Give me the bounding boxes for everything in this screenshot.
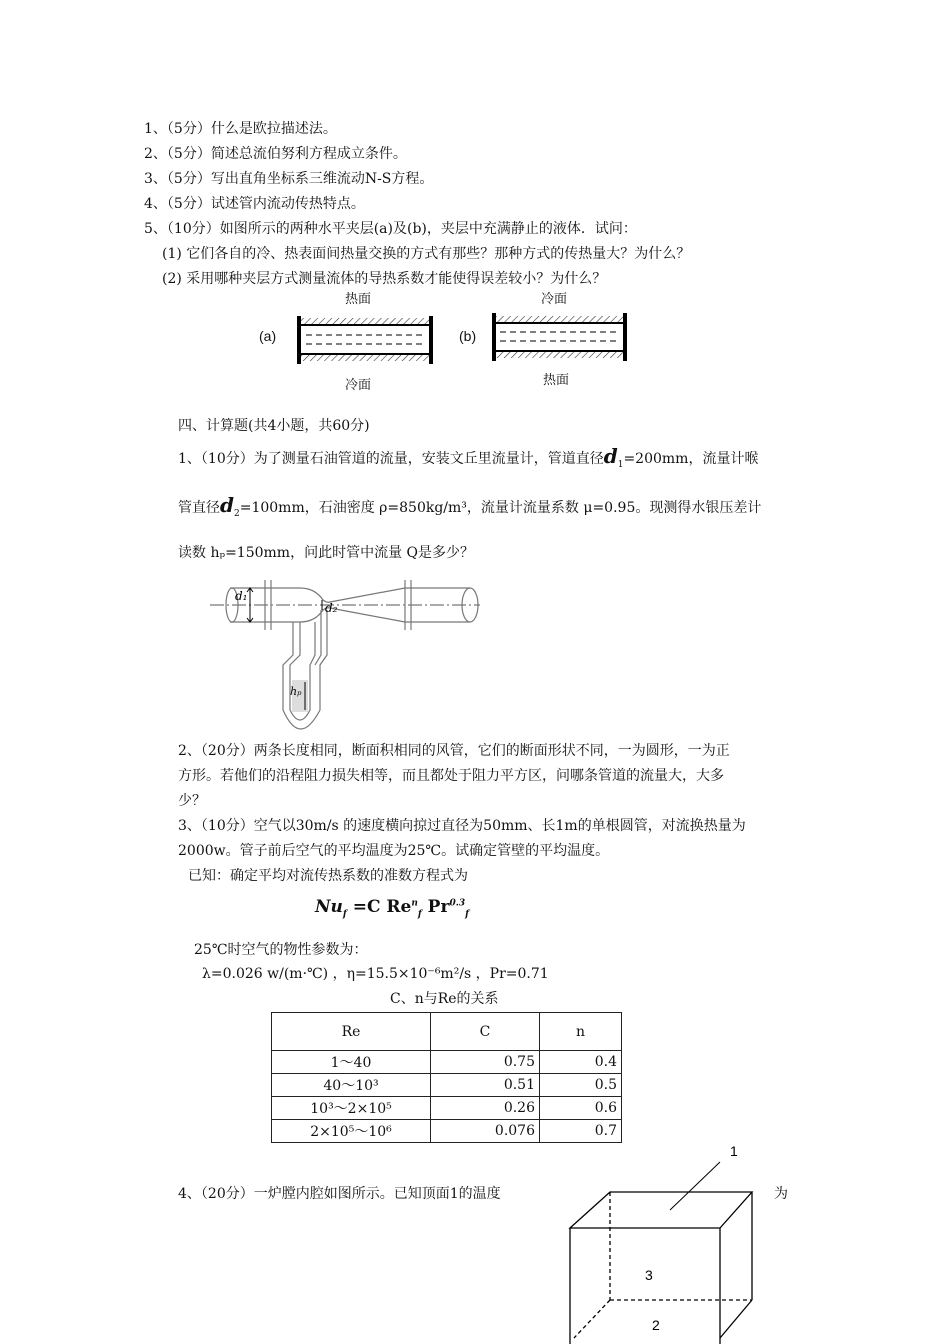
calc1-line1 bbox=[178, 444, 758, 470]
eq-pr-sub: f bbox=[465, 909, 469, 920]
header-n: n bbox=[540, 1013, 622, 1051]
calc1-line2 bbox=[178, 493, 761, 519]
box-label-3: 3 bbox=[645, 1267, 653, 1283]
cell-re: 40～10³ bbox=[272, 1074, 431, 1097]
cell-c: 0.51 bbox=[431, 1074, 540, 1097]
question-4: 4、（5分）试述管内流动传热特点。 bbox=[144, 196, 365, 212]
table-header-row bbox=[272, 1013, 622, 1051]
known-line: 已知：确定平均对流传热系数的准数方程式为 bbox=[188, 868, 468, 884]
d2-symbol: d bbox=[220, 493, 234, 517]
box-label-2: 2 bbox=[652, 1317, 660, 1333]
header-re: Re bbox=[272, 1013, 431, 1051]
d1-sub: 1 bbox=[617, 459, 624, 470]
sub-question-2: (2) 采用哪种夹层方式测量流体的导热系数才能使得误差较小？为什么？ bbox=[162, 271, 607, 287]
props-title: 25℃时空气的物性参数为： bbox=[194, 942, 368, 958]
venturi-figure bbox=[205, 570, 495, 735]
calc3-line2: 2000w。管子前后空气的平均温度为25℃。试确定管壁的平均温度。 bbox=[178, 843, 610, 859]
cell-c: 0.75 bbox=[431, 1051, 540, 1074]
table-row bbox=[272, 1051, 622, 1074]
label-a-top: 热面 bbox=[345, 291, 372, 306]
d1-symbol: d bbox=[603, 444, 618, 468]
calc4-tail: 为 bbox=[774, 1186, 788, 1202]
calc1-text-b: =200mm，流量计喉 bbox=[623, 451, 759, 467]
cell-n: 0.6 bbox=[540, 1097, 622, 1120]
calc2-line1: 2、（20分）两条长度相同，断面积相同的风管，它们的断面形状不同，一为圆形，一为正 bbox=[178, 743, 730, 759]
eq-re-sup: n bbox=[411, 898, 418, 909]
layer-a bbox=[297, 316, 433, 364]
furnace-box-figure bbox=[560, 1138, 760, 1344]
calc3-line1: 3、（10分）空气以30m/s 的速度横向掠过直径为50mm、长1m的单根圆管，对流换热量为 bbox=[178, 818, 746, 834]
re-table bbox=[271, 1012, 622, 1143]
cell-n: 0.5 bbox=[540, 1074, 622, 1097]
calc1-text-c: 管直径 bbox=[178, 500, 220, 516]
label-b: (b) bbox=[459, 328, 477, 344]
cell-re: 2×10⁵～10⁶ bbox=[272, 1120, 431, 1143]
eq-pr-sup: 0.3 bbox=[449, 898, 466, 909]
label-b-bottom: 热面 bbox=[543, 372, 570, 387]
label-a: (a) bbox=[259, 328, 277, 344]
cell-re: 1～40 bbox=[272, 1051, 431, 1074]
table-caption: C、n与Re的关系 bbox=[390, 991, 499, 1007]
question-5: 5、（10分）如图所示的两种水平夹层(a)及(b)，夹层中充满静止的液体．试问： bbox=[144, 221, 637, 237]
calc1-line3: 读数 hₚ=150mm，问此时管中流量 Q是多少？ bbox=[178, 545, 474, 561]
eq-pr: Pr bbox=[421, 897, 450, 917]
eq-nu-sub: f bbox=[342, 909, 347, 920]
eq-re: =C Re bbox=[352, 897, 412, 917]
question-3: 3、（5分）写出直角坐标系三维流动N-S方程。 bbox=[144, 171, 434, 187]
cell-n: 0.4 bbox=[540, 1051, 622, 1074]
calc1-text-a: 1、（10分）为了测量石油管道的流量，安装文丘里流量计，管道直径 bbox=[178, 451, 604, 467]
cell-n: 0.7 bbox=[540, 1120, 622, 1143]
cell-c: 0.26 bbox=[431, 1097, 540, 1120]
table-row bbox=[272, 1097, 622, 1120]
props-values: λ=0.026 w/(m·℃) ，η=15.5×10⁻⁶m²/s ，Pr=0.71 bbox=[202, 966, 549, 982]
venturi-hp: hₚ bbox=[290, 685, 302, 698]
header-c: C bbox=[431, 1013, 540, 1051]
table-row bbox=[272, 1074, 622, 1097]
section-title: 四、计算题(共4小题，共60分) bbox=[178, 418, 370, 434]
layers-drawing bbox=[290, 310, 635, 370]
calc1-text-d: =100mm，石油密度 ρ=850kg/m³，流量计流量系数 μ=0.95。现测得水银压差计 bbox=[239, 500, 762, 516]
venturi-d1: d₁ bbox=[235, 589, 248, 603]
box-label-1: 1 bbox=[730, 1143, 738, 1159]
question-1: 1、（5分）什么是欧拉描述法。 bbox=[144, 121, 337, 137]
venturi-d2: d₂ bbox=[325, 601, 338, 615]
label-a-bottom: 冷面 bbox=[345, 377, 372, 392]
cell-re: 10³～2×10⁵ bbox=[272, 1097, 431, 1120]
layer-b bbox=[492, 313, 627, 361]
cell-c: 0.076 bbox=[431, 1120, 540, 1143]
d2-sub: 2 bbox=[233, 508, 240, 519]
eq-re-sub: f bbox=[417, 909, 422, 920]
label-b-top: 冷面 bbox=[541, 291, 568, 306]
nusselt-equation bbox=[315, 897, 469, 919]
calc2-line3: 少？ bbox=[178, 793, 206, 809]
eq-nu: Nu bbox=[315, 897, 343, 917]
question-2: 2、（5分）简述总流伯努利方程成立条件。 bbox=[144, 146, 407, 162]
calc4-text: 4、（20分）一炉膛内腔如图所示。已知顶面1的温度 bbox=[178, 1186, 501, 1202]
calc2-line2: 方形。若他们的沿程阻力损失相等，而且都处于阻力平方区，问哪条管道的流量大，大多 bbox=[178, 768, 724, 784]
sub-question-1: (1) 它们各自的冷、热表面间热量交换的方式有那些？那种方式的传热量大？为什么？ bbox=[162, 246, 691, 262]
